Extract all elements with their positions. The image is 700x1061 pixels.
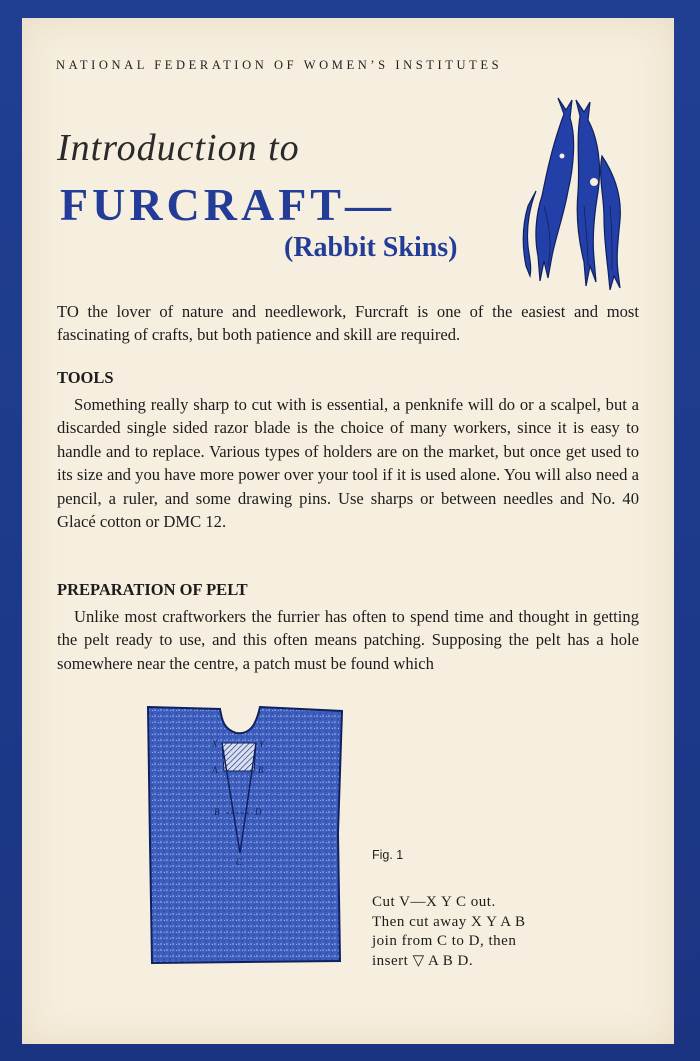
section-heading-tools: TOOLS — [57, 368, 114, 387]
figure-label: Fig. 1 — [372, 848, 404, 862]
fig-letter-c: C — [236, 857, 243, 867]
fig-letter-a: A — [212, 765, 218, 775]
organization-header: NATIONAL FEDERATION OF WOMEN’S INSTITUTES — [56, 58, 503, 72]
page-title: FURCRAFT— — [60, 179, 395, 230]
figure-caption — [372, 893, 632, 971]
caption-line: insert ▽ A B D. — [372, 952, 474, 969]
section-text-tools: Something really sharp to cut with is essential, a penknife will do or a scalpel, but a discarded single sided razor blade is the choice of many workers, since it is easy to handle and to replace. Various types of holders are on the market, but once get used to its size and you have more power over your tool if it is used alone. You will also need a pencil, a ruler, and some drawing pins. Use sharps or between needles and No. 40 Glacé cotton or DMC 12. — [57, 395, 639, 532]
fig-letter-b-lower: B — [214, 807, 220, 817]
hatched-cutout — [222, 743, 256, 771]
fig-letter-d: D — [255, 807, 262, 817]
caption-line: Cut V—X Y C out. — [372, 894, 496, 910]
fig-letter-x: X — [212, 739, 218, 749]
intro-paragraph: TO the lover of nature and needlework, Furcraft is one of the easiest and most fascinating of crafts, but both patience and skill are required. — [57, 302, 639, 345]
leaflet-page — [22, 18, 674, 1044]
hanging-rabbits-illustration — [522, 96, 632, 291]
page-subtitle: (Rabbit Skins) — [284, 232, 458, 263]
fig-letter-y: Y — [259, 739, 265, 749]
caption-line: join from C to D, then — [372, 933, 517, 949]
intro-heading: Introduction to — [57, 127, 300, 169]
pelt-diagram — [142, 703, 347, 965]
fig-letter-b: B — [258, 765, 264, 775]
section-heading-preparation: PREPARATION OF PELT — [57, 580, 248, 599]
section-text-preparation: Unlike most craftworkers the furrier has often to spend time and thought in getting the pelt ready to use, and this often means patching. Supposing the pelt has a hole somewhere near the centre, a patch must be found which — [57, 607, 639, 673]
caption-line: Then cut away X Y A B — [372, 913, 526, 930]
